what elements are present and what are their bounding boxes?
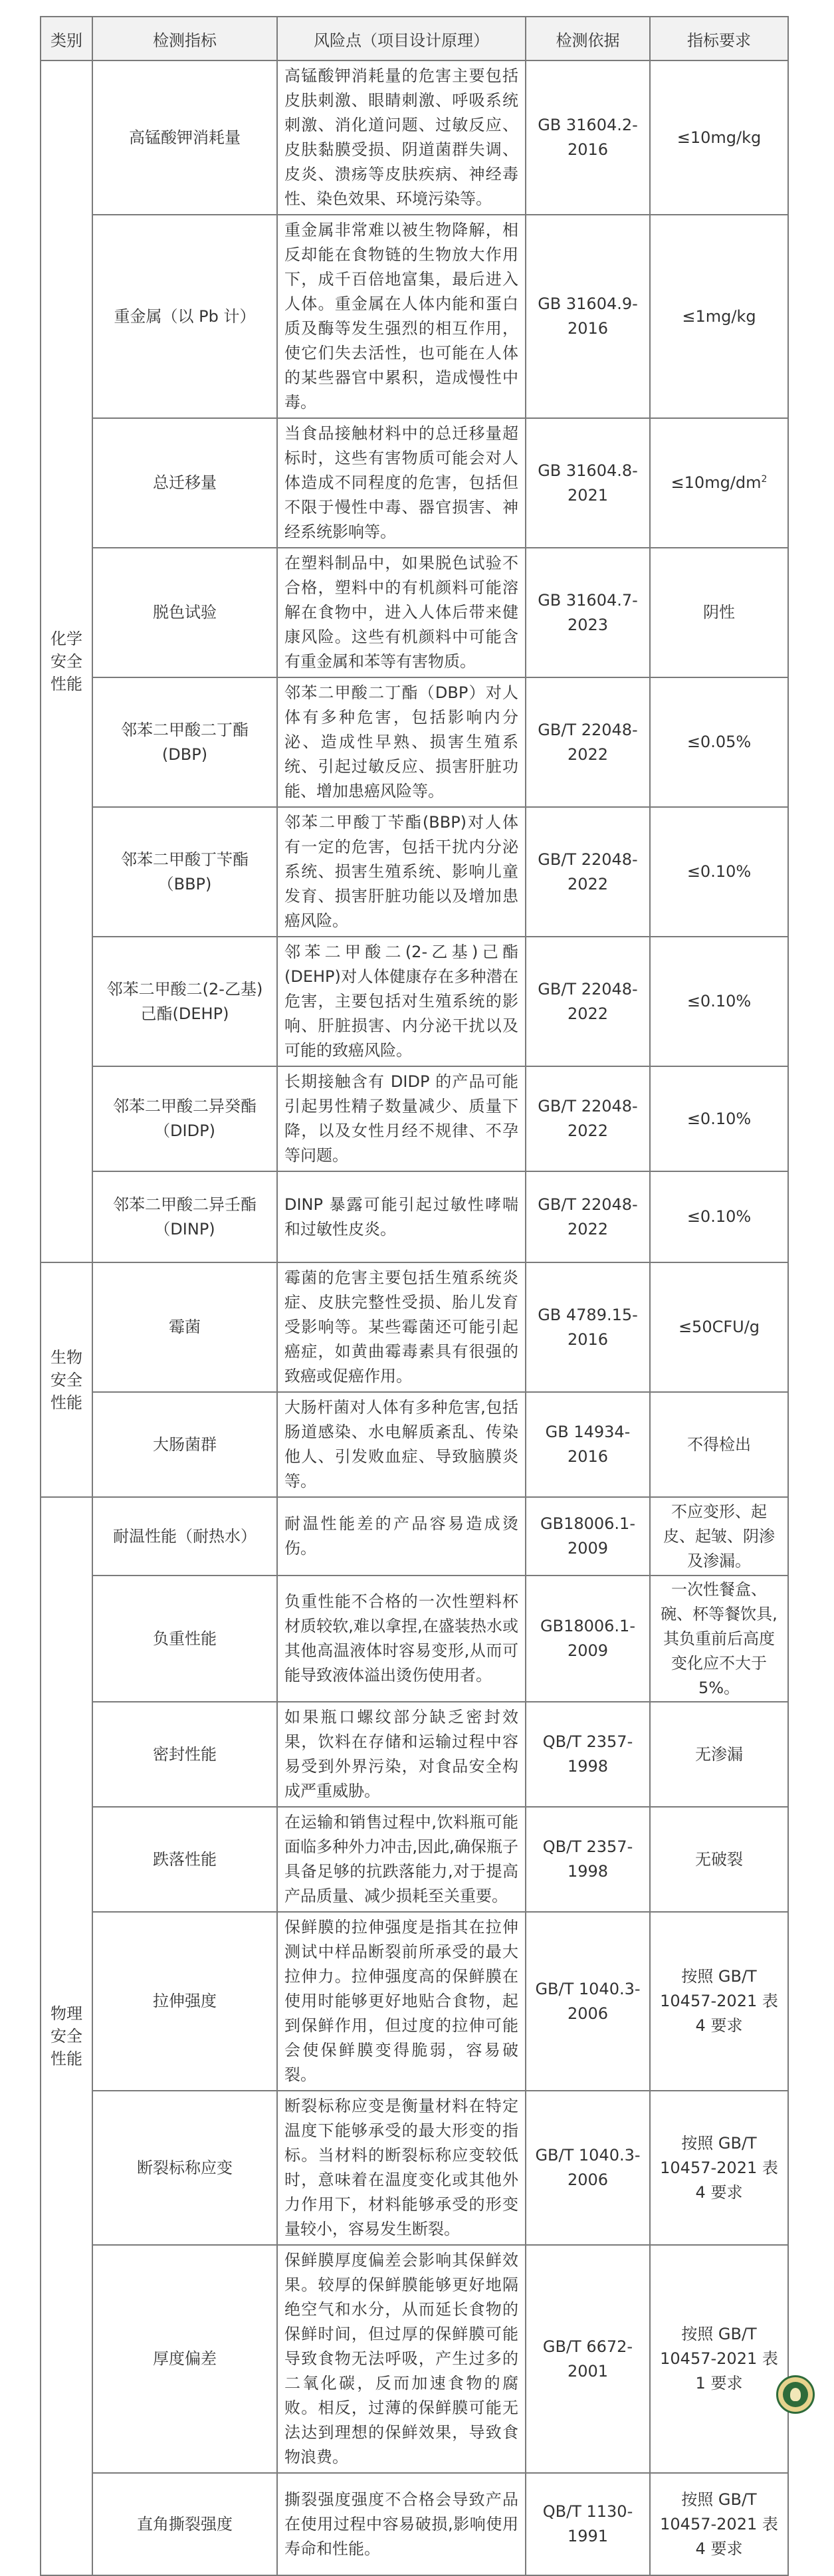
requirement-cell: ≤0.10% bbox=[650, 1066, 788, 1171]
requirement-cell: ≤0.10% bbox=[650, 937, 788, 1066]
risk-cell: 邻苯二甲酸二(2-乙基)己酯(DEHP)对人体健康存在多种潜在危害，主要包括对生殖系统的影响、肝脏损害、内分泌干扰以及可能的致癌风险。 bbox=[277, 937, 526, 1066]
requirement-superscript: 2 bbox=[761, 474, 768, 485]
requirement-cell: 无破裂 bbox=[650, 1807, 788, 1912]
indicator-cell: 邻苯二甲酸丁苄酯（BBP) bbox=[92, 807, 277, 937]
basis-cell: GB/T 1040.3-2006 bbox=[526, 1912, 650, 2091]
basis-cell: GB 14934-2016 bbox=[526, 1392, 650, 1497]
basis-cell: GB/T 6672-2001 bbox=[526, 2245, 650, 2473]
requirement-cell: 按照 GB/T 10457-2021 表 4 要求 bbox=[650, 2473, 788, 2575]
basis-cell: GB/T 22048-2022 bbox=[526, 807, 650, 937]
requirement-cell: ≤0.10% bbox=[650, 1171, 788, 1262]
table-row bbox=[41, 1171, 788, 1262]
indicator-cell: 邻苯二甲酸二异壬酯（DINP) bbox=[92, 1171, 277, 1262]
header-category: 类别 bbox=[41, 17, 92, 60]
indicator-cell: 高锰酸钾消耗量 bbox=[92, 60, 277, 215]
indicator-cell: 断裂标称应变 bbox=[92, 2091, 277, 2245]
indicator-cell: 耐温性能（耐热水） bbox=[92, 1497, 277, 1576]
indicator-cell: 总迁移量 bbox=[92, 418, 277, 548]
risk-cell: 在塑料制品中，如果脱色试验不合格，塑料中的有机颜料可能溶解在食物中，进入人体后带来健康风险。这些有机颜料中可能含有重金属和苯等有害物质。 bbox=[277, 548, 526, 677]
table-row bbox=[41, 215, 788, 418]
risk-cell: 在运输和销售过程中,饮料瓶可能面临多种外力冲击,因此,确保瓶子具备足够的抗跌落能力,对于提高产品质量、减少损耗至关重要。 bbox=[277, 1807, 526, 1912]
table-row bbox=[41, 937, 788, 1066]
indicator-cell: 厚度偏差 bbox=[92, 2245, 277, 2473]
risk-cell: 长期接触含有 DIDP 的产品可能引起男性精子数量减少、质量下降，以及女性月经不规律、不孕等问题。 bbox=[277, 1066, 526, 1171]
requirement-cell: 无渗漏 bbox=[650, 1702, 788, 1807]
basis-cell: GB/T 22048-2022 bbox=[526, 937, 650, 1066]
table-row bbox=[41, 1497, 788, 1576]
requirement-cell: ≤0.10% bbox=[650, 807, 788, 937]
requirement-cell: 不应变形、起皮、起皱、阴渗及渗漏。 bbox=[650, 1497, 788, 1576]
header-requirement: 指标要求 bbox=[650, 17, 788, 60]
indicator-cell: 直角撕裂强度 bbox=[92, 2473, 277, 2575]
basis-cell: GB/T 22048-2022 bbox=[526, 677, 650, 807]
category-biological: 生物安全性能 bbox=[41, 1262, 92, 1497]
table-header-row bbox=[41, 17, 788, 60]
requirement-cell: 不得检出 bbox=[650, 1392, 788, 1497]
table-row bbox=[41, 2473, 788, 2575]
requirement-cell: 按照 GB/T 10457-2021 表 4 要求 bbox=[650, 1912, 788, 2091]
basis-cell: QB/T 2357-1998 bbox=[526, 1807, 650, 1912]
indicator-cell: 邻苯二甲酸二(2-乙基)己酯(DEHP) bbox=[92, 937, 277, 1066]
risk-cell: 耐温性能差的产品容易造成烫伤。 bbox=[277, 1497, 526, 1576]
table-row bbox=[41, 1807, 788, 1912]
emblem-core bbox=[790, 2388, 801, 2401]
risk-cell: DINP 暴露可能引起过敏性哮喘和过敏性皮炎。 bbox=[277, 1171, 526, 1262]
table-row bbox=[41, 548, 788, 677]
inspection-table bbox=[40, 16, 789, 2576]
requirement-cell: 阴性 bbox=[650, 548, 788, 677]
table-row bbox=[41, 60, 788, 215]
category-physical: 物理安全性能 bbox=[41, 1497, 92, 2575]
table-row bbox=[41, 807, 788, 937]
requirement-cell: ≤50CFU/g bbox=[650, 1262, 788, 1392]
basis-cell: QB/T 2357-1998 bbox=[526, 1702, 650, 1807]
risk-cell: 保鲜膜的拉伸强度是指其在拉伸测试中样品断裂前所承受的最大拉伸力。拉伸强度高的保鲜膜在使用时能够更好地贴合食物，起到保鲜作用，但过度的拉伸可能会使保鲜膜变得脆弱，容易破裂。 bbox=[277, 1912, 526, 2091]
indicator-cell: 邻苯二甲酸二异癸酯（DIDP) bbox=[92, 1066, 277, 1171]
header-indicator: 检测指标 bbox=[92, 17, 277, 60]
table-row bbox=[41, 1702, 788, 1807]
risk-cell: 如果瓶口螺纹部分缺乏密封效果，饮料在存储和运输过程中容易受到外界污染，对食品安全构成严重威胁。 bbox=[277, 1702, 526, 1807]
requirement-cell: 一次性餐盒、碗、杯等餐饮具,其负重前后高度变化应不大于 5%。 bbox=[650, 1576, 788, 1702]
header-basis: 检测依据 bbox=[526, 17, 650, 60]
table-row bbox=[41, 2245, 788, 2473]
requirement-cell: ≤10mg/kg bbox=[650, 60, 788, 215]
basis-cell: GB/T 22048-2022 bbox=[526, 1171, 650, 1262]
requirement-cell bbox=[650, 418, 788, 548]
basis-cell: GB18006.1-2009 bbox=[526, 1497, 650, 1576]
table-row bbox=[41, 1392, 788, 1497]
requirement-cell: ≤0.05% bbox=[650, 677, 788, 807]
risk-cell: 重金属非常难以被生物降解，相反却能在食物链的生物放大作用下，成千百倍地富集，最后进入人体。重金属在人体内能和蛋白质及酶等发生强烈的相互作用，使它们失去活性，也可能在人体的某些器官中累积，造成慢性中毒。 bbox=[277, 215, 526, 418]
risk-cell: 邻苯二甲酸丁苄酯(BBP)对人体有一定的危害，包括干扰内分泌系统、损害生殖系统、影响儿童发育、损害肝脏功能以及增加患癌风险。 bbox=[277, 807, 526, 937]
risk-cell: 负重性能不合格的一次性塑料杯材质较软,难以拿捏,在盛装热水或其他高温液体时容易变形,从而可能导致液体溢出烫伤使用者。 bbox=[277, 1576, 526, 1702]
indicator-cell: 重金属（以 Pb 计） bbox=[92, 215, 277, 418]
indicator-cell: 负重性能 bbox=[92, 1576, 277, 1702]
requirement-value: ≤10mg/dm bbox=[671, 473, 762, 492]
indicator-cell: 脱色试验 bbox=[92, 548, 277, 677]
risk-cell: 当食品接触材料中的总迁移量超标时，这些有害物质可能会对人体造成不同程度的危害，包括但不限于慢性中毒、器官损害、神经系统影响等。 bbox=[277, 418, 526, 548]
basis-cell: GB 31604.9-2016 bbox=[526, 215, 650, 418]
risk-cell: 大肠杆菌对人体有多种危害,包括肠道感染、水电解质紊乱、传染他人、引发败血症、导致脑膜炎等。 bbox=[277, 1392, 526, 1497]
indicator-cell: 邻苯二甲酸二丁酯(DBP) bbox=[92, 677, 277, 807]
indicator-cell: 密封性能 bbox=[92, 1702, 277, 1807]
table-row bbox=[41, 1576, 788, 1702]
risk-cell: 高锰酸钾消耗量的危害主要包括皮肤刺激、眼睛刺激、呼吸系统刺激、消化道问题、过敏反应、皮肤黏膜受损、阴道菌群失调、皮炎、溃疡等皮肤疾病、神经毒性、染色效果、环境污染等。 bbox=[277, 60, 526, 215]
table-row bbox=[41, 1262, 788, 1392]
risk-cell: 霉菌的危害主要包括生殖系统炎症、皮肤完整性受损、胎儿发育受影响等。某些霉菌还可能引起癌症，如黄曲霉毒素具有很强的致癌或促癌作用。 bbox=[277, 1262, 526, 1392]
risk-cell: 保鲜膜厚度偏差会影响其保鲜效果。较厚的保鲜膜能够更好地隔绝空气和水分，从而延长食物的保鲜时间，但过厚的保鲜膜可能导致食物无法呼吸，产生过多的二氧化碳，反而加速食物的腐败。相反，过薄的保鲜膜可能无法达到理想的保鲜效果，导致食物浪费。 bbox=[277, 2245, 526, 2473]
category-chemical: 化学安全性能 bbox=[41, 60, 92, 1262]
basis-cell: QB/T 1130-1991 bbox=[526, 2473, 650, 2575]
basis-cell: GB 31604.7-2023 bbox=[526, 548, 650, 677]
indicator-cell: 霉菌 bbox=[92, 1262, 277, 1392]
table-row bbox=[41, 418, 788, 548]
basis-cell: GB/T 22048-2022 bbox=[526, 1066, 650, 1171]
indicator-cell: 拉伸强度 bbox=[92, 1912, 277, 2091]
basis-cell: GB 31604.8-2021 bbox=[526, 418, 650, 548]
table-row bbox=[41, 677, 788, 807]
risk-cell: 邻苯二甲酸二丁酯（DBP）对人体有多种危害，包括影响内分泌、造成性早熟、损害生殖系统、引起过敏反应、损害肝脏功能、增加患癌风险等。 bbox=[277, 677, 526, 807]
requirement-cell: ≤1mg/kg bbox=[650, 215, 788, 418]
basis-cell: GB 31604.2-2016 bbox=[526, 60, 650, 215]
table-row bbox=[41, 1912, 788, 2091]
emblem-icon bbox=[776, 2375, 815, 2414]
risk-cell: 断裂标称应变是衡量材料在特定温度下能够承受的最大形变的指标。当材料的断裂标称应变较低时，意味着在温度变化或其他外力作用下，材料能够承受的形变量较小，容易发生断裂。 bbox=[277, 2091, 526, 2245]
table-row bbox=[41, 1066, 788, 1171]
basis-cell: GB18006.1-2009 bbox=[526, 1576, 650, 1702]
basis-cell: GB 4789.15-2016 bbox=[526, 1262, 650, 1392]
risk-cell: 撕裂强度强度不合格会导致产品在使用过程中容易破损,影响使用寿命和性能。 bbox=[277, 2473, 526, 2575]
requirement-cell: 按照 GB/T 10457-2021 表 4 要求 bbox=[650, 2091, 788, 2245]
table-row bbox=[41, 2091, 788, 2245]
requirement-cell: 按照 GB/T 10457-2021 表 1 要求 bbox=[650, 2245, 788, 2473]
indicator-cell: 大肠菌群 bbox=[92, 1392, 277, 1497]
header-risk: 风险点（项目设计原理） bbox=[277, 17, 526, 60]
indicator-cell: 跌落性能 bbox=[92, 1807, 277, 1912]
basis-cell: GB/T 1040.3-2006 bbox=[526, 2091, 650, 2245]
